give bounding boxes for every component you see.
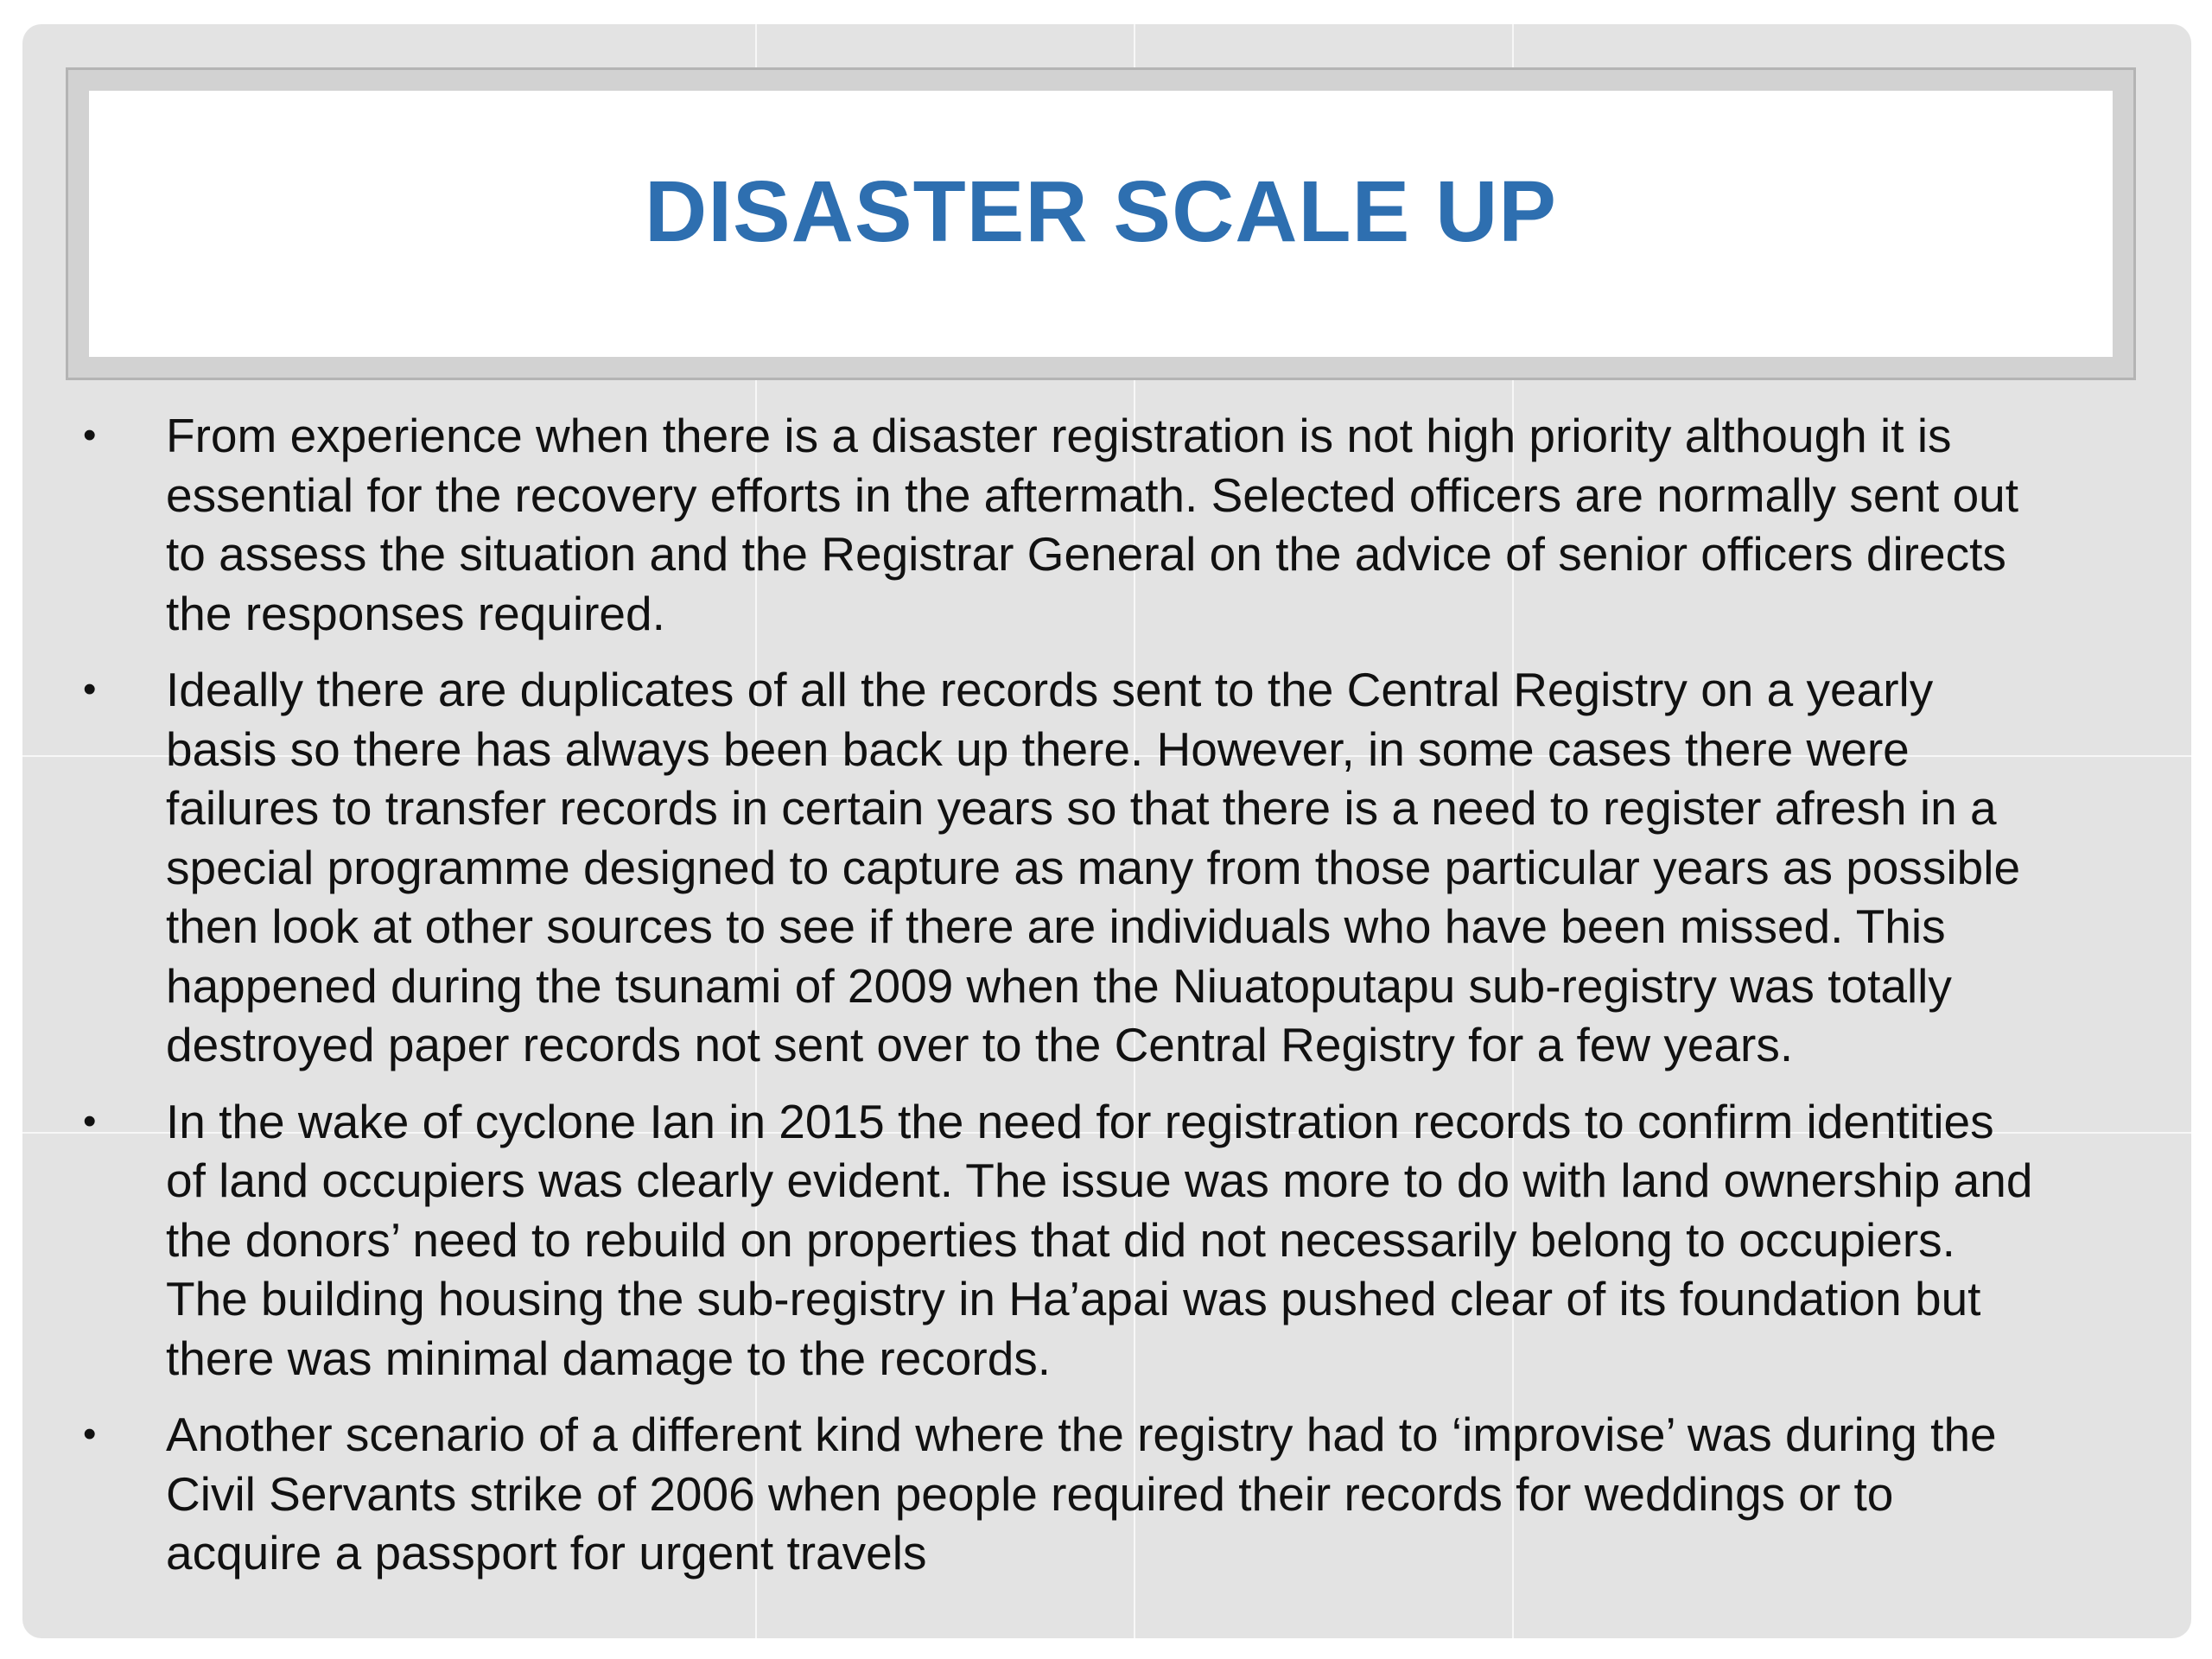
bullet-text: From experience when there is a disaster registration is not high priority although it is essential for the recovery efforts in the aftermath. Selected officers are normally sent out to assess the situation and the Registrar General on the advice of senior officers directs the responses required. (166, 409, 2019, 640)
bullet-item (22, 1405, 2191, 1583)
bullet-marker: • (83, 668, 97, 710)
bullet-text: In the wake of cyclone Ian in 2015 the need for registration records to confirm identities of land occupiers was clearly evident. The issue was more to do with land ownership and the donors’ need to rebuild on properties that did not necessarily belong to occupiers. The building housing the sub-registry in Ha’apai was pushed clear of its foundation but there was minimal damage to the records. (166, 1094, 2033, 1385)
bullet-marker: • (83, 1099, 97, 1142)
bullet-marker: • (83, 1413, 97, 1455)
bullet-list (22, 406, 2191, 1600)
bullet-text: Ideally there are duplicates of all the records sent to the Central Registry on a yearly basis so there has always been back up there. However, in some cases there were failures to transfer records in certain years so that there is a need to register afresh in a special programme designed to capture as many from those particular years as possible then look at other sources to see if there are individuals who have been missed. This happened during the tsunami of 2009 when the Niuatoputapu sub-registry was totally destroyed paper records not sent over to the Central Registry for a few years. (166, 663, 2021, 1071)
bullet-text: Another scenario of a different kind where the registry had to ‘improvise’ was during the Civil Servants strike of 2006 when people required their records for weddings or to acquire a passport for urgent travels (166, 1408, 1997, 1580)
bullet-marker: • (83, 414, 97, 456)
bullet-item (22, 406, 2191, 643)
slide (22, 24, 2191, 1638)
slide-title: DISASTER SCALE UP (644, 162, 1557, 260)
title-box (89, 91, 2113, 357)
bullet-item (22, 1092, 2191, 1389)
bullet-item (22, 660, 2191, 1075)
title-frame (66, 67, 2136, 380)
